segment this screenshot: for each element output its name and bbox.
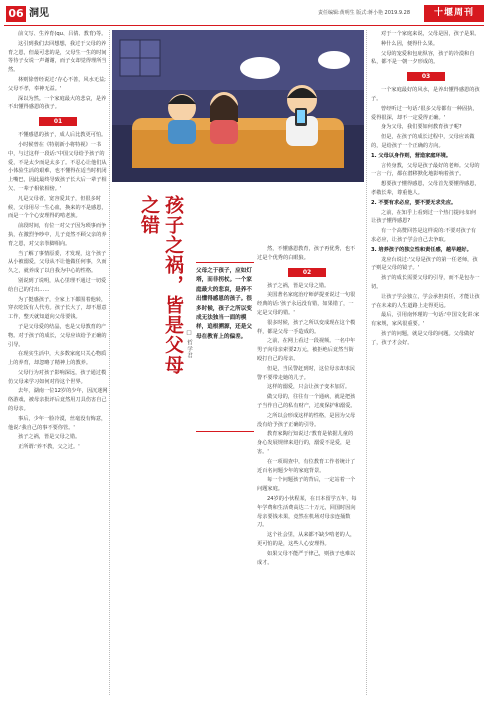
paragraph: 深以为然。一个家庭最大的悲哀，是养不出懂得感恩的孩子。 bbox=[8, 95, 107, 111]
paragraph: 让孩子学会独立，学会承担责任，才能让孩子在未来的人生道路上走得更远。 bbox=[371, 293, 480, 309]
paragraph: 对于一个家庭来说，父母是因，孩子是果。 bbox=[381, 31, 480, 37]
paragraph: 去年，湖南一位12岁的少年，因沉迷网络游戏，被母亲批评后竟然用刀具伤害自己的母亲。 bbox=[8, 388, 108, 413]
section-divider-01: 01 bbox=[39, 117, 77, 126]
paragraph: 这个社会里，从来都不缺少啃老的人，更可怕的是，这些人心安理得。 bbox=[257, 532, 356, 547]
editor-info: 责任编辑:黄明生 版式:蒋小艳 2019.9.28 bbox=[318, 10, 410, 16]
section-title: 洞见 bbox=[29, 8, 49, 19]
paragraph: 事后，少年一脸冷漠，丝毫没有悔意，他说:'我自己的事不要你管。' bbox=[8, 415, 107, 431]
paragraph: 孩子的问题，就是父母的问题。父母做好了，孩子才会好。 bbox=[371, 330, 475, 346]
paragraph: 前段时间，有位一对父子因为琐事而争执，在激烈争吵中，儿子竟然不顾父亲的养育之恩，对父亲拳脚相向。 bbox=[8, 223, 107, 247]
paragraph: 之所以会形成这样的性格，是因为父母没有给予孩子正确的引导。 bbox=[257, 412, 356, 428]
paragraph: 在现实生活中，大多数家庭只关心物质上的养育，却忽略了精神上的教养。 bbox=[8, 351, 107, 367]
paragraph: 但是，在孩子的成长过程中，父母应该做的，是给孩子一个正确的方向。 bbox=[371, 134, 475, 149]
paragraph: 正所谓:'养不教，父之过。' bbox=[18, 444, 80, 451]
page-number: 06 bbox=[6, 6, 26, 22]
paragraph: 父母的宠爱和包庇纵容，孩子的冷漠和自私，都不是一朝一夕形成的。 bbox=[371, 50, 475, 66]
paragraph: 前文写、生养育(qu、吕倩、教育)等。 bbox=[18, 31, 107, 37]
subheading: 1. 父母以身作则，营造家庭环境。 bbox=[371, 152, 452, 159]
column-rule bbox=[109, 30, 110, 695]
paragraph: 最后，引用南怀瑾的一句话:'中国文化讲:家有家规，家风很重要。' bbox=[371, 312, 480, 328]
paragraph: 美国著名家庭治疗师萨提亚说过一句很经典的话:'孩子永远没有错，如果错了，一定是父母的错。' bbox=[257, 292, 356, 316]
paragraph: 但是，当民警赶到时，这位母亲却求民警不要带走她的儿子。 bbox=[257, 365, 356, 381]
newspaper-brand: 十堰周刊 bbox=[424, 5, 484, 22]
paragraph: 这样的溺爱，只会让孩子变本加厉。 bbox=[267, 384, 351, 391]
paragraph: 孩子之祸，皆是父母之错。 bbox=[267, 282, 330, 289]
paragraph: 这引到我们去回想想，我过于父母的养育之恩，但最可悲的是，父母生一生的时间等待子女说一声谢谢，而子女却觉得理所当然。 bbox=[8, 40, 107, 74]
column-2 bbox=[257, 245, 357, 695]
article-byline: □ 哲学君 bbox=[186, 330, 192, 360]
paragraph: 在一项调查中，有位教育工作者统计了近百名问题少年的家庭背景。 bbox=[257, 458, 356, 474]
column-3 bbox=[371, 30, 481, 695]
paragraph: 为了挺感孩子，全家上下都围着他转，穿衣吃饭有人代劳。孩子长大了，却不愿意工作，整天就知道向父母要钱。 bbox=[8, 296, 107, 321]
paragraph: 很多时候，孩子之所以变成现在这个模样，都是父母一手造成的。 bbox=[257, 319, 356, 335]
column-1 bbox=[8, 30, 108, 695]
column-rule bbox=[366, 30, 367, 695]
paragraph: 孩子之祸，皆是父母之错。 bbox=[18, 434, 81, 441]
paragraph: 教育家陶行知说过:'教育是依据儿童的身心发展规律来进行的，溺爱不是爱，是害。' bbox=[257, 431, 354, 455]
paragraph: 小时候曾在《特别新小将特视》一书中，与过这样一段话:'中国父母给予孩子的爱，不是太少而是太多了。不忍心让他们从小体验生活的艰难，也不懂得在适当时机闭上嘴巴，因此最终导致孩子长大后一辈子相欠、一辈子相依相傍。' bbox=[8, 141, 107, 192]
paragraph: 之前，在知乎上看到过一个热门提问:如何让孩子懂得感恩? bbox=[371, 209, 477, 225]
paragraph: 父母行为对孩子影响深远，孩子通过模仿父母来学习如何对待这个世界。 bbox=[8, 369, 107, 385]
article-headline: 孩子之祸，皆是父母之错 bbox=[138, 195, 184, 375]
paragraph: 子是父母爱的结晶，也是父母教育的产物。对于孩子的成长，父母应该给予正确的引导。 bbox=[8, 323, 107, 348]
paragraph: 想要孩子懂得感恩，父母首先要懂得感恩，孝敬长辈，尊重他人。 bbox=[371, 181, 480, 196]
paragraph: 别说到了说明，从心里理不通过一切爱给自己的付出…… bbox=[8, 277, 107, 293]
family-illustration bbox=[112, 30, 364, 182]
paragraph: 每一个问题孩子的背后，一定站着一个问题家庭。 bbox=[257, 477, 356, 493]
paragraph: 凡是父母者，宽容爱其子，但很多时候，父母用尽一生心血，换来的不是感恩，而是一个个心安理得的啃老族。 bbox=[8, 195, 107, 220]
subheading: 3. 培养孩子的独立性和责任感，越早越好。 bbox=[371, 246, 472, 253]
paragraph: 然，不懂感恩教育，孩子再优秀，也不过是个优秀的白眼狼。 bbox=[257, 246, 356, 261]
paragraph: 24岁的小伙程某，在日本留学五年，每年学费和生活费高达二十万元，回国时因向母亲要钱未果，竟然在机场对母亲连捅数刀。 bbox=[257, 495, 357, 529]
section-divider-03: 03 bbox=[407, 72, 445, 81]
paragraph: 有一个高赞回答是这样说的:不要对孩子有求必应，让孩子学会自己去争取。 bbox=[371, 228, 477, 243]
paragraph: 如果父母不能严于律己，则孩子也难以成才。 bbox=[257, 550, 356, 566]
paragraph: 做父母的，往往有一个通病，就是把孩子当作自己的私有财产，过度保护和溺爱。 bbox=[257, 394, 356, 409]
paragraph: 曾经听过一句话:'很多父母都有一种固执，爱得很深，却不一定爱得正确。' bbox=[371, 105, 478, 121]
paragraph: 一个家庭最好的风水，是养出懂得感恩的孩子。 bbox=[371, 87, 480, 102]
subheading: 2. 不要有求必应，要不要无求先应。 bbox=[371, 199, 457, 206]
paragraph: 龙应台说过:'父母是孩子的第一任老师，孩子则是父母的镜子。' bbox=[371, 256, 478, 272]
page-header bbox=[0, 0, 487, 28]
paragraph: 言传身教，父母是孩子最好的老师。父母的一言一行，都在潜移默化地影响着孩子。 bbox=[371, 162, 480, 178]
pull-quote: 父母之于孩子，应如灯塔，而非拐杖。一个家庭最大的悲哀，是养不出懂得感恩的孩子。很多时候，孩子之所以变成无法独当一面的模样，追根溯源，还是父母在教育上的偏差。 bbox=[196, 262, 254, 432]
paragraph: 不懂感恩的孩子，成人后比教更可怕。 bbox=[18, 132, 107, 139]
paragraph: 种什么因，便得什么果。 bbox=[381, 40, 439, 47]
header-rule bbox=[4, 25, 484, 26]
paragraph: 身为父母，我们要如何教育孩子呢? bbox=[381, 124, 462, 131]
paragraph: 林则徐曾经说过:'存心不善，风水无益;父母不孝，奉神无益。' bbox=[8, 76, 106, 92]
paragraph: 孩子的成长需要父母的引导，而不是包办一切。 bbox=[371, 275, 480, 290]
paragraph: 之前，在网上看过一段视频。一名中年男子向母亲索要2万元，被拒绝后竟然当街殴打自己的母亲。 bbox=[257, 338, 356, 362]
section-divider-02: 02 bbox=[288, 268, 326, 277]
paragraph: 当了解了事情原委，才发现，这个孩子从小被溺爱，父母从不让他做任何事，久而久之，就养成了以自我为中心的性格。 bbox=[8, 250, 107, 275]
